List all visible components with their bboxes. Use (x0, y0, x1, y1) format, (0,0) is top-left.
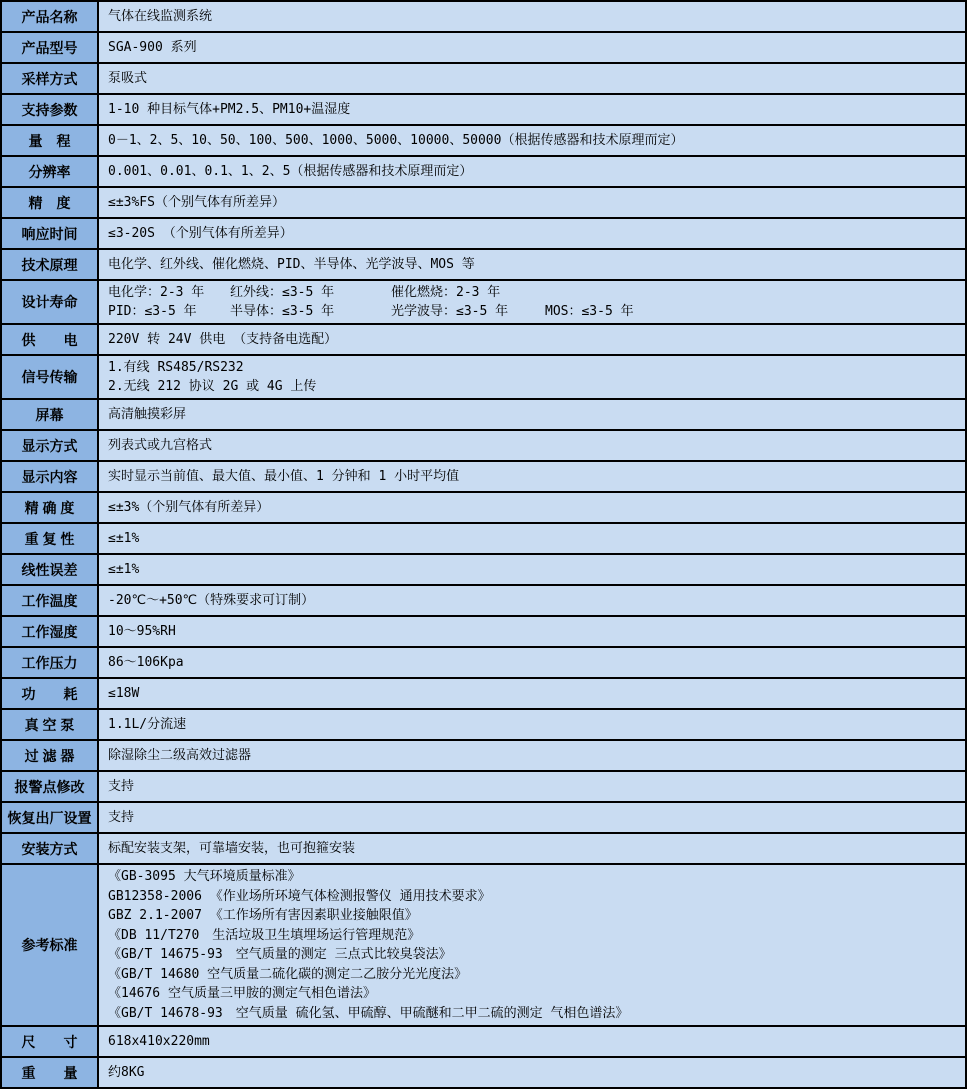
spec-label: 线性误差 (1, 554, 98, 585)
spec-value: 支持 (98, 802, 966, 833)
spec-value: 1-10 种目标气体+PM2.5、PM10+温湿度 (98, 94, 966, 125)
table-row (1, 1, 966, 32)
spec-value: 10～95%RH (98, 616, 966, 647)
standard-line: GB12358-2006 《作业场所环境气体检测报警仪 通用技术要求》 (108, 888, 491, 904)
spec-value: 220V 转 24V 供电 （支持备电选配） (98, 324, 966, 355)
design-life-cell: PID：≤3-5 年 (108, 304, 197, 319)
table-row (1, 740, 966, 771)
design-life-cell: 电化学：2-3 年 (108, 285, 205, 300)
spec-value: ≤18W (98, 678, 966, 709)
spec-value: ≤±1% (98, 523, 966, 554)
design-life-cell: 红外线：≤3-5 年 (230, 285, 335, 300)
table-row (1, 1026, 966, 1057)
table-row (1, 156, 966, 187)
spec-label: 恢复出厂设置 (1, 802, 98, 833)
standard-line: 《DB 11/T270 生活垃圾卫生填埋场运行管理规范》 (108, 927, 421, 943)
spec-value: 气体在线监测系统 (98, 1, 966, 32)
table-row (1, 249, 966, 280)
spec-label: 技术原理 (1, 249, 98, 280)
spec-label: 工作湿度 (1, 616, 98, 647)
spec-label: 供 电 (1, 324, 98, 355)
spec-value: 1.1L/分流速 (98, 709, 966, 740)
spec-value (98, 280, 966, 324)
table-row (1, 63, 966, 94)
value-line: 2.无线 212 协议 2G 或 4G 上传 (108, 379, 317, 394)
spec-value: 618x410x220mm (98, 1026, 966, 1057)
table-row (1, 1057, 966, 1088)
table-row (1, 461, 966, 492)
spec-value: 泵吸式 (98, 63, 966, 94)
spec-value: 约8KG (98, 1057, 966, 1088)
spec-label: 工作压力 (1, 647, 98, 678)
spec-label: 过 滤 器 (1, 740, 98, 771)
spec-label: 重 复 性 (1, 523, 98, 554)
spec-value: 除湿除尘二级高效过滤器 (98, 740, 966, 771)
value-line: 1.有线 RS485/RS232 (108, 360, 244, 375)
spec-value (98, 355, 966, 399)
design-life-cell (545, 283, 961, 302)
spec-label: 支持参数 (1, 94, 98, 125)
spec-value: 实时显示当前值、最大值、最小值、1 分钟和 1 小时平均值 (98, 461, 966, 492)
standard-line: GBZ 2.1-2007 《工作场所有害因素职业接触限值》 (108, 908, 418, 923)
table-row (1, 554, 966, 585)
table-row (1, 771, 966, 802)
table-row (1, 709, 966, 740)
spec-label: 屏幕 (1, 399, 98, 430)
table-row (1, 492, 966, 523)
table-row (1, 585, 966, 616)
table-row-signal (1, 355, 966, 399)
spec-value: -20℃～+50℃（特殊要求可订制） (98, 585, 966, 616)
spec-value: ≤±3%FS（个别气体有所差异） (98, 187, 966, 218)
table-row (1, 94, 966, 125)
spec-label: 精 确 度 (1, 492, 98, 523)
standard-line: 《GB/T 14678-93 空气质量 硫化氢、甲硫醇、甲硫醚和二甲二硫的测定 气相色谱法》 (108, 1005, 629, 1021)
table-row (1, 430, 966, 461)
standard-line: 《GB-3095 大气环境质量标准》 (108, 869, 301, 884)
spec-value: 电化学、红外线、催化燃烧、PID、半导体、光学波导、MOS 等 (98, 249, 966, 280)
table-row (1, 324, 966, 355)
table-row (1, 523, 966, 554)
standard-line: 《14676 空气质量三甲胺的测定气相色谱法》 (108, 986, 376, 1001)
spec-label: 重 量 (1, 1057, 98, 1088)
design-life-line (108, 283, 961, 302)
table-row-reference-standards (1, 864, 966, 1026)
spec-label: 产品名称 (1, 1, 98, 32)
spec-value: SGA-900 系列 (98, 32, 966, 63)
table-row (1, 32, 966, 63)
spec-label: 显示方式 (1, 430, 98, 461)
spec-label: 精 度 (1, 187, 98, 218)
spec-label: 功 耗 (1, 678, 98, 709)
design-life-line (108, 302, 961, 321)
design-life-cell: 光学波导：≤3-5 年 (391, 304, 509, 319)
design-life-cell: MOS：≤3-5 年 (545, 304, 634, 319)
design-life-cell: 半导体：≤3-5 年 (230, 304, 335, 319)
table-row (1, 678, 966, 709)
spec-label: 采样方式 (1, 63, 98, 94)
spec-value (98, 864, 966, 1026)
spec-label: 真 空 泵 (1, 709, 98, 740)
spec-value: ≤±1% (98, 554, 966, 585)
table-row (1, 218, 966, 249)
spec-label: 工作温度 (1, 585, 98, 616)
table-row (1, 647, 966, 678)
spec-label: 参考标准 (1, 864, 98, 1026)
spec-value: 0.001、0.01、0.1、1、2、5（根据传感器和技术原理而定） (98, 156, 966, 187)
table-row (1, 616, 966, 647)
spec-label: 响应时间 (1, 218, 98, 249)
table-row (1, 125, 966, 156)
spec-value: 高清触摸彩屏 (98, 399, 966, 430)
spec-label: 报警点修改 (1, 771, 98, 802)
table-row (1, 802, 966, 833)
spec-label: 产品型号 (1, 32, 98, 63)
spec-label: 显示内容 (1, 461, 98, 492)
spec-label: 信号传输 (1, 355, 98, 399)
spec-value: 标配安装支架，可靠墙安装，也可抱箍安装 (98, 833, 966, 864)
design-life-cell: 催化燃烧：2-3 年 (391, 285, 501, 300)
spec-value: 支持 (98, 771, 966, 802)
spec-label: 尺 寸 (1, 1026, 98, 1057)
spec-value: ≤±3%（个别气体有所差异） (98, 492, 966, 523)
standard-line: 《GB/T 14675-93 空气质量的测定 三点式比较臭袋法》 (108, 947, 452, 962)
table-row-design-life (1, 280, 966, 324)
spec-value: 86～106Kpa (98, 647, 966, 678)
spec-label: 量 程 (1, 125, 98, 156)
table-row (1, 833, 966, 864)
spec-label: 分辨率 (1, 156, 98, 187)
table-row (1, 187, 966, 218)
spec-value: 0－1、2、5、10、50、100、500、1000、5000、10000、50000（根据传感器和技术原理而定） (98, 125, 966, 156)
spec-label: 安装方式 (1, 833, 98, 864)
spec-label: 设计寿命 (1, 280, 98, 324)
spec-value: 列表式或九宫格式 (98, 430, 966, 461)
standard-line: 《GB/T 14680 空气质量二硫化碳的测定二乙胺分光光度法》 (108, 966, 468, 982)
table-row (1, 399, 966, 430)
spec-value: ≤3-20S （个别气体有所差异） (98, 218, 966, 249)
